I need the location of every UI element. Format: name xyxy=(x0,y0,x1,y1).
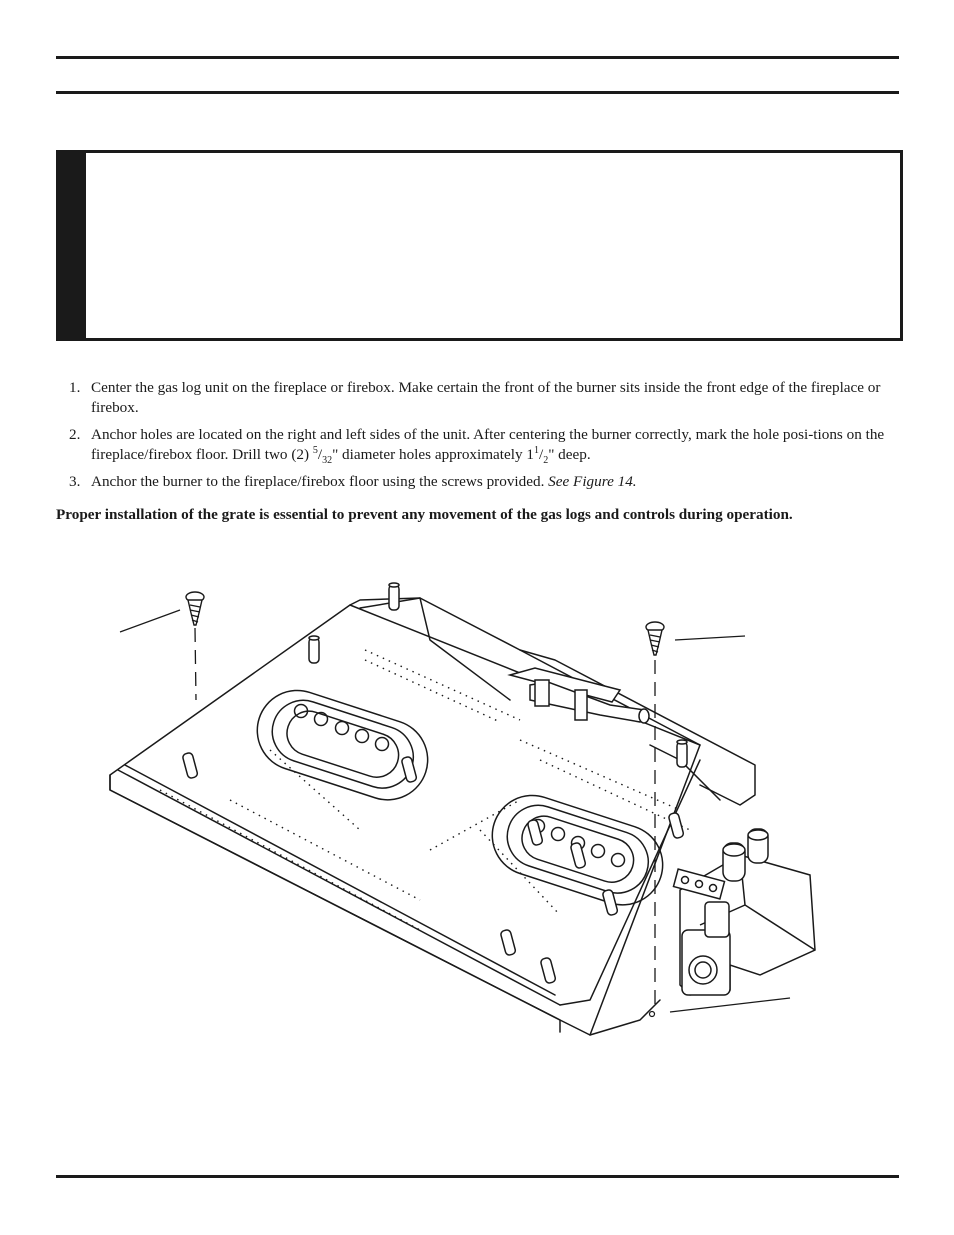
burner-tray xyxy=(110,605,700,1035)
step-text: Anchor the burner to the fireplace/firebox floor using the screws provided. xyxy=(91,473,549,490)
step-text-end: " deep. xyxy=(548,445,591,463)
warning-box xyxy=(56,150,903,341)
figure-reference: See Figure 14. xyxy=(548,473,637,490)
anchor-screw-left xyxy=(186,592,204,625)
step-number: 1. xyxy=(69,379,81,396)
fraction-slash: / xyxy=(538,445,544,463)
fraction-slash: / xyxy=(317,445,323,463)
installation-note: Proper installation of the grate is essential to prevent any movement of the gas logs and controls during operation. xyxy=(56,506,793,523)
step-2 xyxy=(56,425,898,464)
post xyxy=(677,740,687,767)
fraction-denominator: 32 xyxy=(322,454,333,466)
fraction-numerator: 1 xyxy=(533,444,539,456)
installation-steps xyxy=(56,378,898,500)
control-knob xyxy=(723,843,745,881)
post xyxy=(668,812,684,839)
step-3 xyxy=(56,472,898,492)
control-knob xyxy=(748,829,768,863)
fraction-numerator: 5 xyxy=(312,444,318,456)
burner-anchoring-figure xyxy=(100,570,830,1070)
anchor-hole xyxy=(650,1012,655,1017)
step-number: 3. xyxy=(69,473,81,490)
footer-rule xyxy=(56,1175,899,1178)
header-rule-top xyxy=(56,56,899,59)
header-rule-bottom xyxy=(56,91,899,94)
gas-control-valve xyxy=(673,829,815,995)
post xyxy=(389,583,399,610)
post xyxy=(309,636,319,663)
fraction-denominator: 2 xyxy=(543,454,549,466)
step-number: 2. xyxy=(69,426,81,443)
step-text: Anchor holes are located on the right and left sides of the unit. After centering the burner correctly, mark the hole posi-tions on the fireplace/firebox floor. Drill two (2) xyxy=(91,426,885,463)
step-text-middle: " diameter holes approximately 1 xyxy=(332,445,534,463)
inlet-fitting xyxy=(682,930,730,995)
step-1 xyxy=(56,378,898,417)
step-text: Center the gas log unit on the fireplace or firebox. Make certain the front of the burner sits inside the front edge of the fireplace or firebox. xyxy=(91,379,881,416)
warning-bar xyxy=(59,153,86,338)
anchor-screw-right xyxy=(646,622,664,655)
